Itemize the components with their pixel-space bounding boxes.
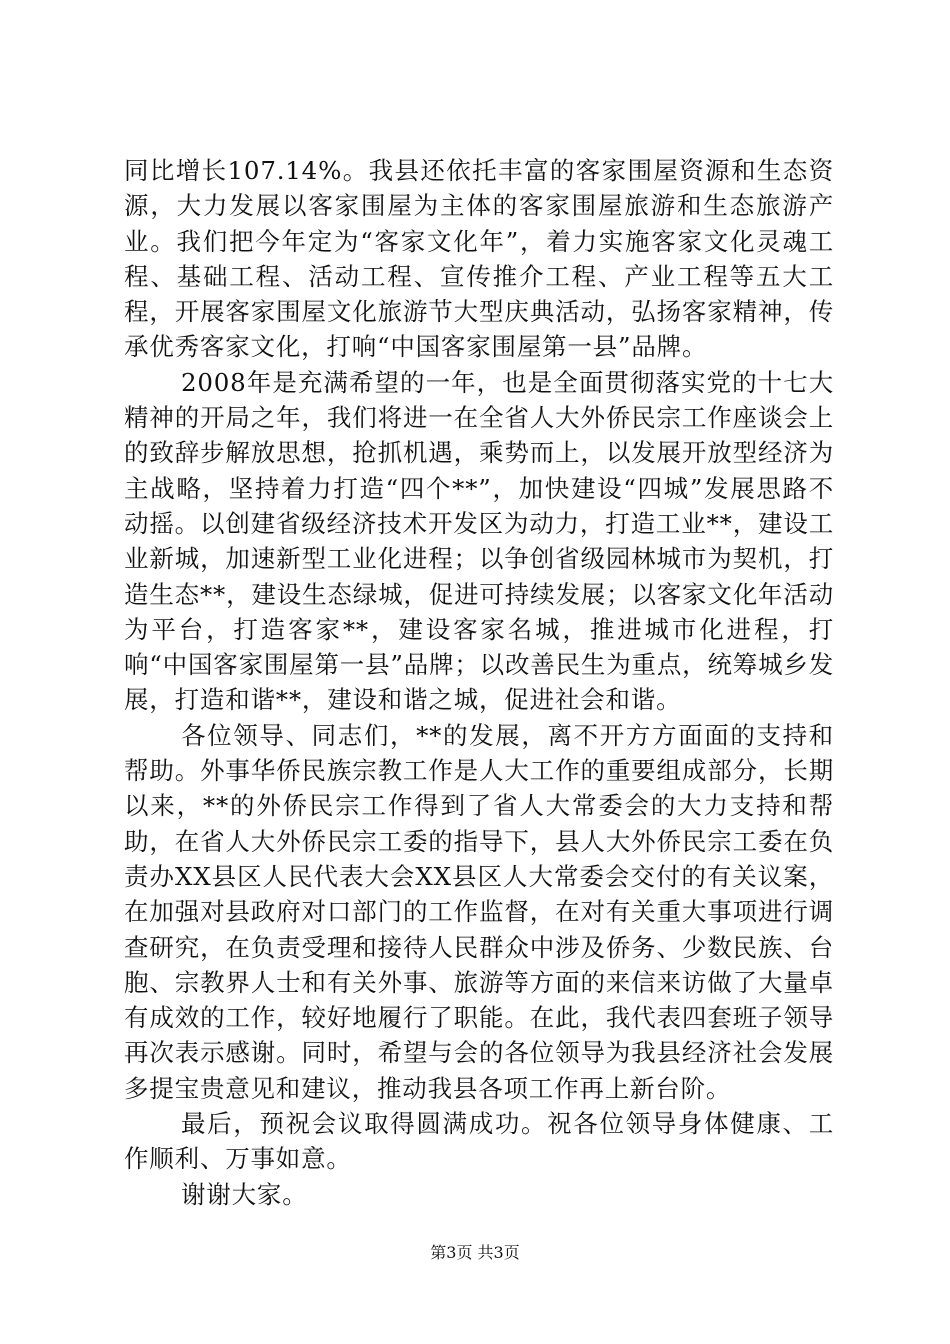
paragraph-closing-wishes: 最后，预祝会议取得圆满成功。祝各位领导身体健康、工作顺利、万事如意。: [124, 1109, 834, 1174]
paragraph-continuation: 同比增长107.14%。我县还依托丰富的客家围屋资源和生态资源，大力发展以客家围屋为主体的客家围屋旅游和生态旅游产业。我们把今年定为“客家文化年”，着力实施客家文化灵魂工程、基础工程、活动工程、宣传推介工程、产业工程等五大工程，开展客家围屋文化旅游节大型庆典活动，弘扬客家精神，传承优秀客家文化，打响“中国客家围屋第一县”品牌。: [124, 156, 834, 362]
paragraph-acknowledgement: 各位领导、同志们，**的发展，离不开方方面面的支持和帮助。外事华侨民族宗教工作是人大工作的重要组成部分，长期以来，**的外侨民宗工作得到了省人大常委会的大力支持和帮助，在省人大外侨民宗工委的指导下，县人大外侨民宗工委在负责办XX县区人民代表大会XX县区人大常委会交付的有关议案，在加强对县政府对口部门的工作监督，在对有关重大事项进行调查研究，在负责受理和接待人民群众中涉及侨务、少数民族、台胞、宗教界人士和有关外事、旅游等方面的来信来访做了大量卓有成效的工作，较好地履行了职能。在此，我代表四套班子领导再次表示感谢。同时，希望与会的各位领导为我县经济社会发展多提宝贵意见和建议，推动我县各项工作再上新台阶。: [124, 720, 834, 1103]
page-number-footer: 第3页 共3页: [430, 1243, 520, 1262]
paragraph-2008-strategy: 2008年是充满希望的一年，也是全面贯彻落实党的十七大精神的开局之年，我们将进一在全省人大外侨民宗工作座谈会上的致辞步解放思想，抢抓机遇，乘势而上，以发展开放型经济为主战略，坚持着力打造“四个**”，加快建设“四城”发展思路不动摇。以创建省级经济技术开发区为动力，打造工业**，建设工业新城，加速新型工业化进程；以争创省级园林城市为契机，打造生态**，建设生态绿城，促进可持续发展；以客家文化年活动为平台，打造客家**，建设客家名城，推进城市化进程，打响“中国客家围屋第一县”品牌；以改善民生为重点，统筹城乡发展，打造和谐**，建设和谐之城，促进社会和谐。: [124, 367, 834, 715]
paragraph-thanks: 谢谢大家。: [181, 1179, 308, 1209]
document-body: [124, 153, 834, 1212]
